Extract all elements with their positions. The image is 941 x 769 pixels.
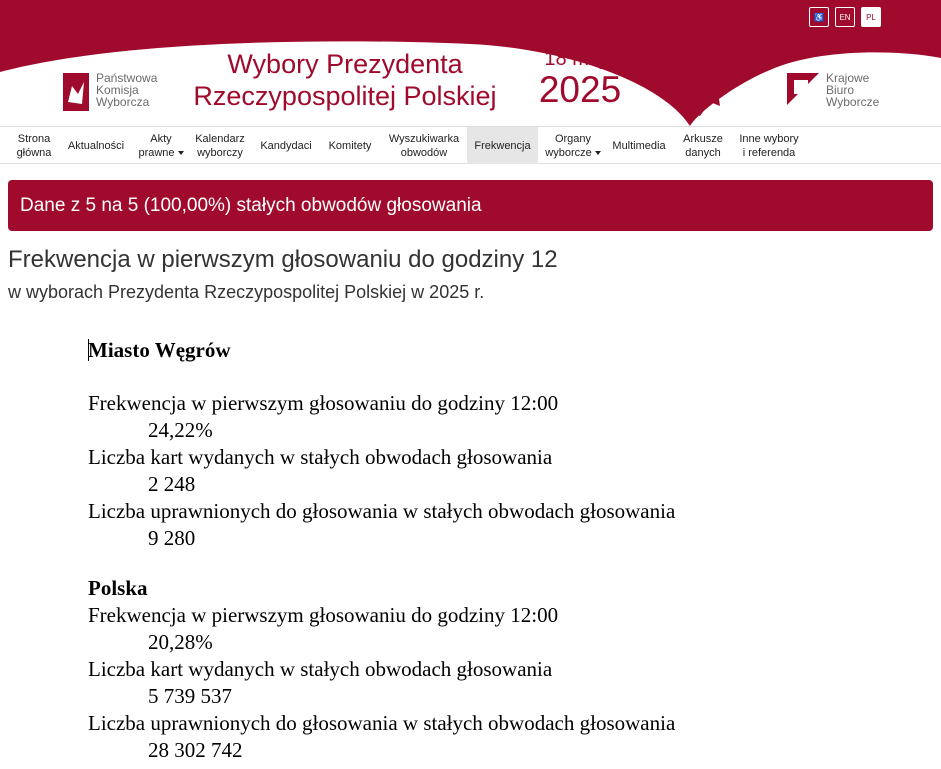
row-value: 2 248 [148,472,196,496]
lang-en-button[interactable]: EN [835,7,855,27]
election-title-line2: Rzeczypospolitej Polskiej [193,81,497,111]
election-title [180,48,510,112]
row-label: Liczba kart wydanych w stałych obwodach głosowania [88,445,553,469]
section-name: Miasto Węgrów [88,338,231,362]
pkw-logo[interactable] [62,72,157,112]
row-label: Liczba uprawnionych do głosowania w stałych obwodach głosowania [88,499,676,523]
nav-item-label: wyborczy [197,146,243,159]
nav-item-strona-glowna[interactable] [8,127,60,164]
kbw-logo-line2: Biuro [826,83,855,97]
nav-item-label: danych [685,146,721,159]
row-label: Liczba kart wydanych w stałych obwodach głosowania [88,657,553,681]
nav-item-label: Kandydaci [260,139,312,152]
nav-item-label: Strona [17,132,51,145]
pkw-logo-line2: Komisja [96,83,139,97]
nav-item-label: Inne wybory [739,132,799,145]
nav-item-komitety[interactable] [322,127,378,164]
caret-down-icon [595,151,601,155]
nav-item-kandydaci[interactable] [254,127,318,164]
nav-item-organy-wyborcze[interactable] [542,127,604,164]
election-date [530,48,630,110]
main-navigation [0,126,941,164]
row-value: 20,28% [148,630,213,654]
kbw-logo-line3: Wyborcze [826,95,880,109]
caret-down-icon [178,151,184,155]
language-bar [809,7,881,27]
nav-item-label: obwodów [400,146,448,159]
pkw-logo-icon [62,72,90,112]
nav-item-arkusze-danych[interactable] [676,127,730,164]
row-label: Liczba uprawnionych do głosowania w stałych obwodach głosowania [88,711,676,735]
kbw-logo-line1: Krajowe [826,71,870,85]
page-title: Frekwencja w pierwszym głosowaniu do godziny 12 [8,246,558,273]
election-date-day: 18 maja [544,48,616,70]
accessibility-icon[interactable]: ♿ [809,7,829,27]
page-subtitle: w wyborach Prezydenta Rzeczypospolitej Polskiej w 2025 r. [8,282,485,302]
election-title-line1: Wybory Prezydenta [227,49,463,79]
nav-item-akty-prawne[interactable] [134,127,188,164]
row-value: 28 302 742 [148,738,243,762]
turnout-report [88,336,675,764]
nav-item-label: prawne [138,146,175,159]
row-label: Frekwencja w pierwszym głosowaniu do godziny 12:00 [88,603,559,627]
site-header [0,0,941,126]
lang-pl-button[interactable]: PL [861,7,881,27]
nav-item-inne-wybory[interactable] [734,127,804,164]
row-value: 5 739 537 [148,684,232,708]
row-value: 24,22% [148,418,213,442]
nav-item-label: Akty [150,132,172,145]
nav-item-label: Kalendarz [195,132,245,145]
section-name: Polska [88,576,148,600]
nav-item-aktualnosci[interactable] [62,127,130,164]
nav-item-frekwencja[interactable] [467,127,538,164]
row-label: Frekwencja w pierwszym głosowaniu do godziny 12:00 [88,391,559,415]
kbw-logo[interactable] [786,72,879,108]
nav-item-label: Komitety [328,139,372,152]
nav-item-label: Aktualności [67,139,125,152]
kbw-logo-icon [786,72,820,106]
nav-item-label: Wyszukiwarka [388,132,460,145]
nav-item-label: i referenda [742,146,796,159]
nav-item-label: główna [16,146,52,159]
pkw-logo-line3: Wyborcza [96,95,150,109]
nav-item-label: wyborcze [545,146,592,159]
nav-item-wyszukiwarka-obwodow[interactable] [382,127,466,164]
nav-item-multimedia[interactable] [606,127,672,164]
nav-item-label: Organy [554,132,592,145]
eagle-emblem-icon [680,32,750,118]
row-value: 9 280 [148,526,196,550]
pkw-logo-line1: Państwowa [96,71,158,85]
nav-item-label: Multimedia [612,139,666,152]
data-coverage-banner: Dane z 5 na 5 (100,00%) stałych obwodów głosowania [8,180,933,231]
nav-item-label: Frekwencja [474,139,531,152]
nav-item-kalendarz-wyborczy[interactable] [190,127,250,164]
election-date-year: 2025 [538,69,622,110]
nav-item-label: Arkusze [683,132,723,145]
